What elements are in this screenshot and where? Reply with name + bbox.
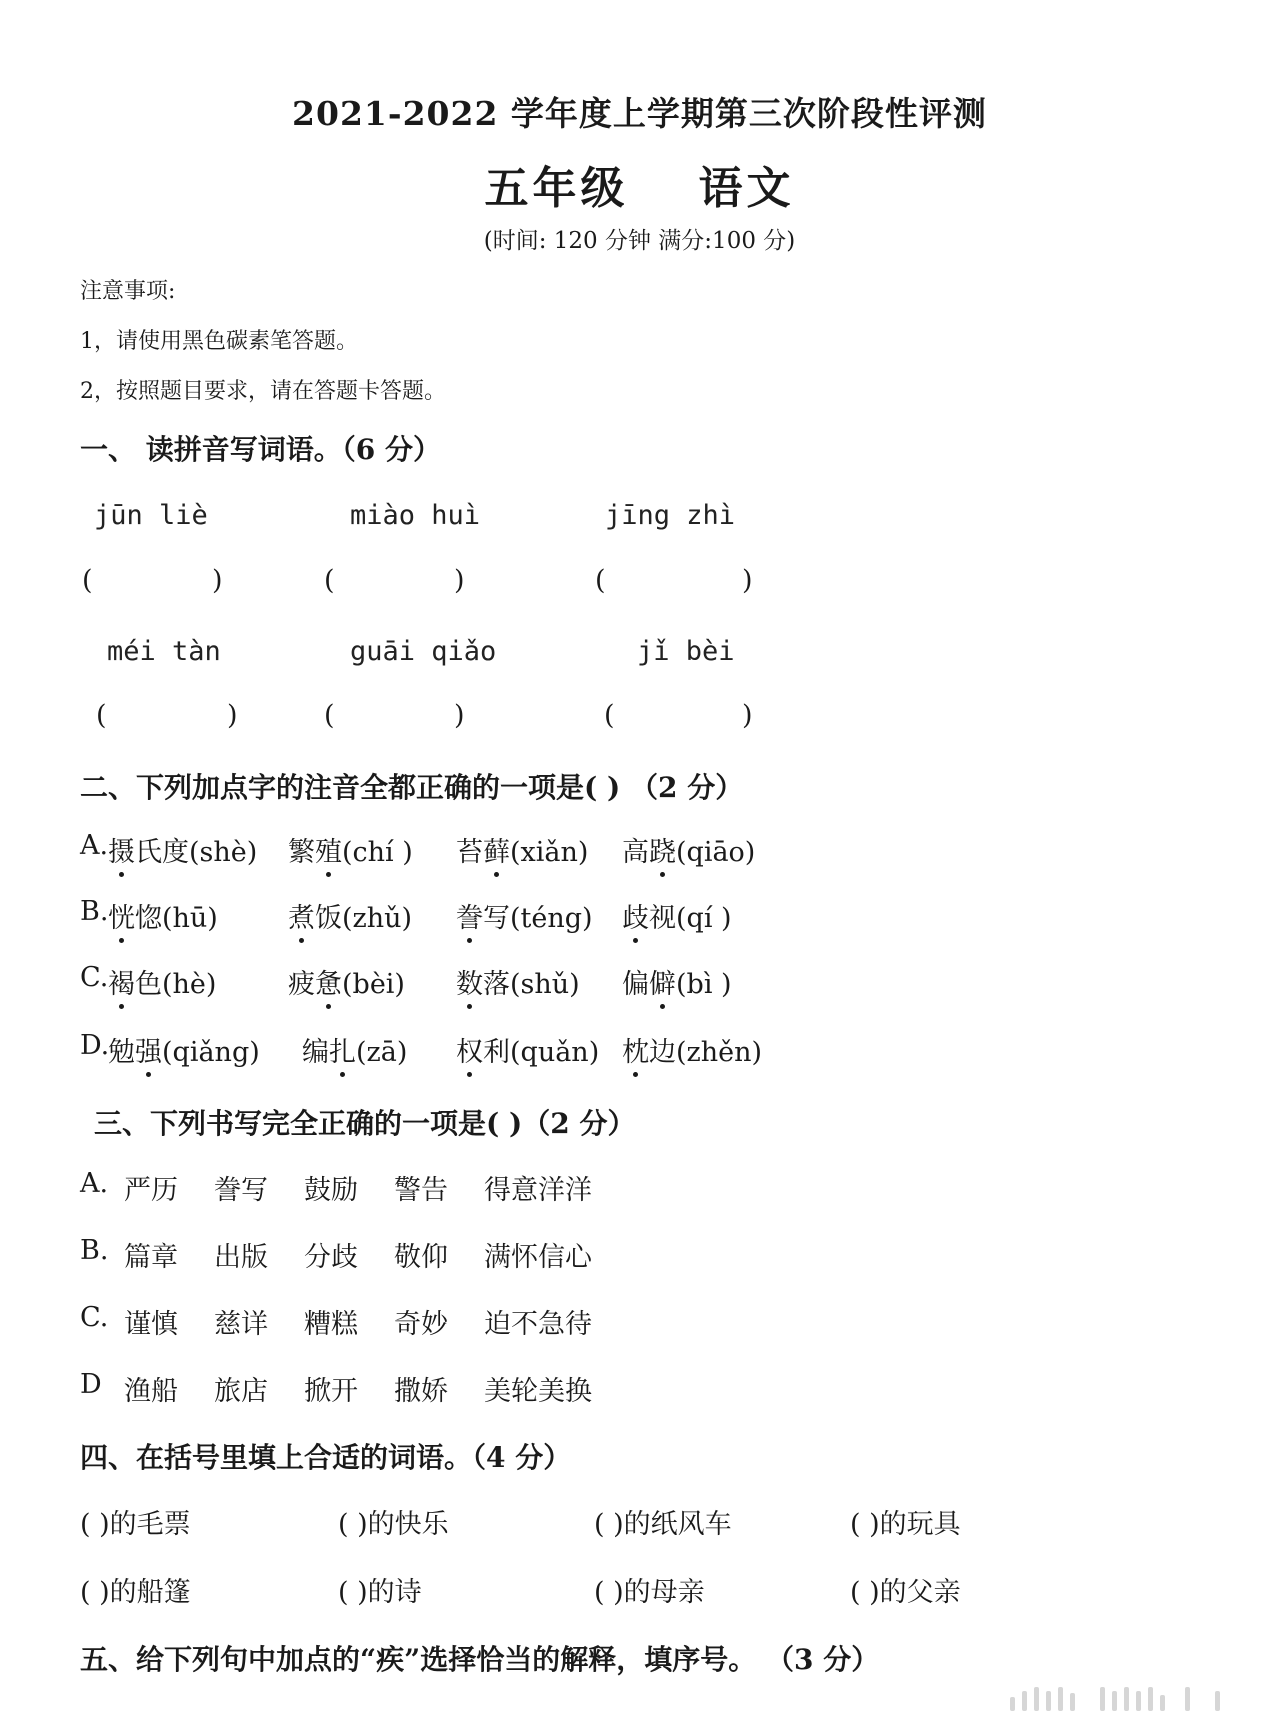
answer-paren-open: ( <box>324 565 335 596</box>
fill-item: ( )的玩具 <box>850 1509 961 1540</box>
option-word: 迫不急待 <box>484 1309 592 1340</box>
pinyin-item: miào huì <box>350 500 481 531</box>
option-item: 权利(quǎn) <box>456 1030 599 1069</box>
pinyin-item: jǐ bèi <box>637 636 735 667</box>
option-item: 苔藓(xiǎn) <box>456 830 588 869</box>
q2-option-c <box>80 962 1230 1002</box>
pinyin-item: méi tàn <box>107 636 221 667</box>
option-word: 得意洋洋 <box>484 1175 592 1206</box>
option-item: 偏僻(bì ) <box>622 962 732 1001</box>
pinyin-item: guāi qiǎo <box>350 636 497 667</box>
option-word: 敬仰 <box>394 1242 448 1273</box>
option-word: 谨慎 <box>124 1309 178 1340</box>
option-label: D. <box>80 1030 110 1061</box>
option-label: A. <box>80 1168 109 1199</box>
note-item: 2，按照题目要求，请在答题卡答题。 <box>80 379 446 404</box>
answer-paren-close: ) <box>742 700 753 731</box>
q5-title: 五、给下列句中加点的“疾”选择恰当的解释，填序号。 （3 分） <box>80 1643 880 1676</box>
option-word: 警告 <box>394 1175 448 1206</box>
q3-option-c <box>80 1302 780 1342</box>
option-item: 繁殖(chí ) <box>288 830 413 869</box>
answer-paren-close: ) <box>742 565 753 596</box>
q2-option-a <box>80 830 1230 870</box>
q3-option-b <box>80 1235 780 1275</box>
fill-item: ( )的纸风车 <box>594 1509 732 1540</box>
option-label: B. <box>80 896 109 927</box>
grade-label: 五年级 <box>484 163 629 214</box>
answer-paren-close: ) <box>454 700 465 731</box>
answer-paren-close: ) <box>212 565 223 596</box>
fill-item: ( )的快乐 <box>338 1509 449 1540</box>
option-item: 摄氏度(shè) <box>108 830 257 869</box>
option-item: 高跷(qiāo) <box>622 830 755 869</box>
option-word: 严历 <box>124 1175 178 1206</box>
q3-option-a <box>80 1168 780 1208</box>
answer-paren-close: ) <box>454 565 465 596</box>
option-word: 渔船 <box>124 1376 178 1407</box>
option-label: B. <box>80 1235 109 1266</box>
q4-title: 四、在括号里填上合适的词语。（4 分） <box>80 1441 572 1474</box>
q3-title: 三、下列书写完全正确的一项是( )（2 分） <box>94 1107 636 1140</box>
option-label: C. <box>80 1302 109 1333</box>
option-item: 勉强(qiǎng) <box>108 1030 260 1069</box>
fill-item: ( )的船篷 <box>80 1577 191 1608</box>
option-label: A. <box>80 830 109 861</box>
option-item: 恍惚(hū) <box>108 896 218 935</box>
option-label: C. <box>80 962 109 993</box>
option-word: 鼓励 <box>304 1175 358 1206</box>
option-word: 掀开 <box>304 1376 358 1407</box>
answer-paren-open: ( <box>595 565 606 596</box>
option-item: 褐色(hè) <box>108 962 216 1001</box>
option-word: 出版 <box>214 1242 268 1273</box>
option-word: 糟糕 <box>304 1309 358 1340</box>
answer-paren-open: ( <box>82 565 93 596</box>
q2-title: 二、下列加点字的注音全都正确的一项是( ) （2 分） <box>80 771 744 804</box>
fill-item: ( )的父亲 <box>850 1577 961 1608</box>
option-word: 满怀信心 <box>484 1242 592 1273</box>
pinyin-item: jīng zhì <box>605 500 736 531</box>
option-word: 旅店 <box>214 1376 268 1407</box>
option-word: 分歧 <box>304 1242 358 1273</box>
option-item: 誊写(téng) <box>456 896 593 935</box>
option-word: 慈详 <box>214 1309 268 1340</box>
option-word: 美轮美换 <box>484 1376 592 1407</box>
subject-label: 语文 <box>698 163 795 214</box>
option-item: 疲惫(bèi) <box>288 962 405 1001</box>
pinyin-item: jūn liè <box>94 500 208 531</box>
option-word: 撒娇 <box>394 1376 448 1407</box>
fill-item: ( )的诗 <box>338 1577 422 1608</box>
option-item: 歧视(qí ) <box>622 896 732 935</box>
answer-paren-close: ) <box>227 700 238 731</box>
option-item: 枕边(zhěn) <box>622 1030 762 1069</box>
watermark-bars-icon <box>1010 1685 1250 1711</box>
fill-item: ( )的母亲 <box>594 1577 705 1608</box>
q1-title: 一、 读拼音写词语。（6 分） <box>80 433 441 466</box>
option-label: D <box>80 1369 102 1400</box>
option-item: 数落(shǔ) <box>456 962 580 1001</box>
option-word: 誊写 <box>214 1175 268 1206</box>
q2-option-b <box>80 896 1230 936</box>
option-word: 篇章 <box>124 1242 178 1273</box>
answer-paren-open: ( <box>96 700 107 731</box>
grade-subject <box>0 152 1279 216</box>
notes-heading: 注意事项: <box>80 279 176 304</box>
option-item: 编扎(zā) <box>302 1030 407 1069</box>
fill-item: ( )的毛票 <box>80 1509 191 1540</box>
exam-title: 2021-2022 学年度上学期第三次阶段性评测 <box>292 94 987 133</box>
q3-option-d <box>80 1369 780 1409</box>
note-item: 1，请使用黑色碳素笔答题。 <box>80 329 358 354</box>
answer-paren-open: ( <box>324 700 335 731</box>
answer-paren-open: ( <box>604 700 615 731</box>
option-item: 煮饭(zhǔ) <box>288 896 412 935</box>
exam-meta: (时间: 120 分钟 满分:100 分) <box>483 228 796 254</box>
option-word: 奇妙 <box>394 1309 448 1340</box>
q2-option-d <box>80 1030 1230 1070</box>
